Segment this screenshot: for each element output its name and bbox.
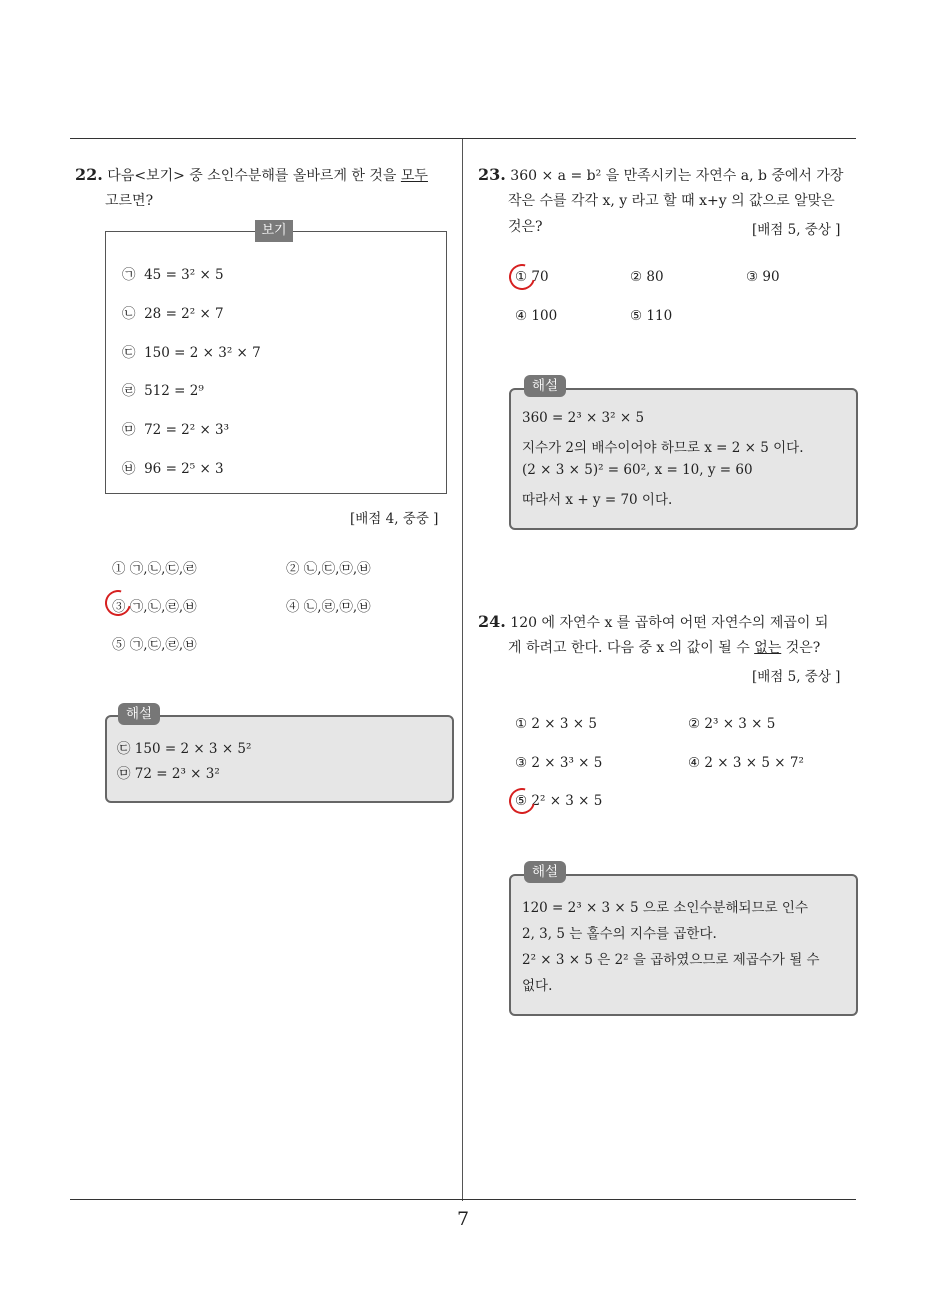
bogi-item: ㉥ 96 = 2⁵ × 3	[122, 461, 224, 477]
q22-solution-line: ㉢ 150 = 2 × 3 × 5²	[117, 741, 252, 757]
q22-line2: 고르면?	[105, 193, 154, 209]
q22-solution-label: 해설	[118, 703, 160, 725]
q23-solution-label: 해설	[524, 375, 566, 397]
bogi-item: ㉢ 150 = 2 × 3² × 7	[122, 345, 261, 361]
page-number: 7	[456, 1208, 470, 1230]
q23-choice-2[interactable]: ② 80	[630, 269, 664, 285]
answer-mark-circle	[504, 259, 540, 295]
q24-number: 24.	[478, 612, 506, 631]
q24-solution-line: 120 = 2³ × 3 × 5 으로 소인수분해되므로 인수	[522, 900, 808, 916]
q23-choice-1[interactable]: ① 70	[515, 269, 549, 285]
bogi-item: ㉠ 45 = 3² × 5	[122, 267, 224, 283]
q24-choice-3[interactable]: ③ 2 × 3³ × 5	[515, 755, 603, 771]
q22-choice-1[interactable]: ① ㉠,㉡,㉢,㉣	[112, 561, 197, 577]
bogi-item: ㉤ 72 = 2² × 3³	[122, 422, 230, 438]
q23-choice-4[interactable]: ④ 100	[515, 308, 558, 324]
q23-solution-line: 지수가 2의 배수이어야 하므로 x = 2 × 5 이다.	[522, 440, 804, 456]
q24-solution-line: 없다.	[522, 978, 553, 994]
q24-score: [배점 5, 중상 ]	[752, 669, 841, 685]
q23-solution-line: (2 × 3 × 5)² = 60², x = 10, y = 60	[522, 462, 753, 478]
q22-text: 다음<보기> 중 소인수분해를 올바르게 한 것을	[107, 168, 401, 184]
bogi-item: ㉡ 28 = 2² × 7	[122, 306, 224, 322]
q22-solution-box	[105, 715, 454, 803]
q22-solution-line: ㉤ 72 = 2³ × 3²	[117, 766, 220, 782]
answer-mark-circle	[100, 585, 136, 621]
q22-choice-3[interactable]: ③ ㉠,㉡,㉣,㉥	[112, 599, 197, 615]
q24-choice-1[interactable]: ① 2 × 3 × 5	[515, 716, 597, 732]
q22-choice-2[interactable]: ② ㉡,㉢,㉤,㉥	[286, 561, 371, 577]
q22-choice-4[interactable]: ④ ㉡,㉣,㉤,㉥	[286, 599, 371, 615]
q23-choice-5[interactable]: ⑤ 110	[630, 308, 673, 324]
q23-score: [배점 5, 중상 ]	[752, 222, 841, 238]
q24-solution-label: 해설	[524, 861, 566, 883]
q24-line2: 게 하려고 한다. 다음 중 x 의 값이 될 수 없는 것은?	[508, 640, 821, 656]
q24-choice-2[interactable]: ② 2³ × 3 × 5	[688, 716, 776, 732]
q22-number: 22.	[75, 165, 103, 184]
q23-text: 360 × a = b² 을 만족시키는 자연수 a, b 중에서 가장	[510, 168, 844, 184]
answer-mark-circle	[504, 783, 540, 819]
bogi-label: 보기	[255, 220, 293, 242]
q22-line1	[75, 162, 428, 189]
q24-line1	[478, 609, 828, 636]
header-rule	[70, 138, 856, 139]
footer-rule	[70, 1199, 856, 1200]
q22-emphasis: 모두	[400, 168, 428, 184]
q22-choice-5[interactable]: ⑤ ㉠,㉢,㉣,㉥	[112, 637, 197, 653]
q23-line2: 작은 수를 각각 x, y 라고 할 때 x+y 의 값으로 알맞은	[508, 193, 835, 209]
q24-choice-4[interactable]: ④ 2 × 3 × 5 × 7²	[688, 755, 804, 771]
q23-line1	[478, 162, 843, 189]
q24-choice-5[interactable]: ⑤ 2² × 3 × 5	[515, 793, 603, 809]
q23-number: 23.	[478, 165, 506, 184]
column-divider	[462, 139, 463, 1201]
q22-score: [배점 4, 중중 ]	[350, 511, 439, 527]
q23-line3: 것은?	[508, 219, 543, 235]
q24-emphasis: 없는	[754, 640, 782, 656]
q23-solution-line: 360 = 2³ × 3² × 5	[522, 410, 645, 426]
q23-solution-line: 따라서 x + y = 70 이다.	[522, 492, 673, 508]
bogi-item: ㉣ 512 = 2⁹	[122, 383, 204, 399]
q24-solution-line: 2² × 3 × 5 은 2² 을 곱하였으므로 제곱수가 될 수	[522, 952, 820, 968]
q23-choice-3[interactable]: ③ 90	[746, 269, 780, 285]
q24-text: 120 에 자연수 x 를 곱하여 어떤 자연수의 제곱이 되	[510, 615, 829, 631]
q24-solution-line: 2, 3, 5 는 홀수의 지수를 곱한다.	[522, 926, 717, 942]
